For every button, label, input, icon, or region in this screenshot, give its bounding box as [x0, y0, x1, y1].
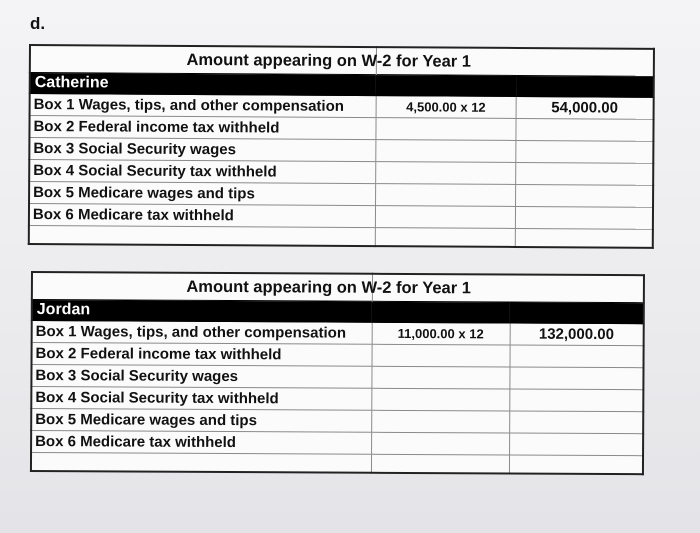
w2-table-title-text: Amount appearing on W-2 for Year 1: [186, 50, 472, 71]
amount-input[interactable]: 54,000.00: [516, 96, 654, 119]
blank-cell[interactable]: [509, 455, 643, 474]
table-row: [31, 431, 643, 456]
part-label: d.: [30, 14, 46, 33]
w2-table-title: [186, 274, 644, 303]
amount-input[interactable]: [509, 367, 643, 390]
box-label: Box 3 Social Security wages: [31, 365, 371, 389]
box-label: Box 6 Medicare tax withheld: [31, 431, 371, 455]
blank-cell[interactable]: [371, 454, 509, 473]
calculation-input[interactable]: [376, 118, 517, 141]
w2-table-title-text: Amount appearing on W-2 for Year 1: [186, 277, 471, 297]
amount-input[interactable]: [510, 345, 644, 368]
calculation-input[interactable]: [375, 184, 516, 207]
blank-cell[interactable]: [515, 228, 653, 247]
calculation-input[interactable]: [371, 410, 509, 433]
amount-input[interactable]: [509, 433, 643, 456]
amount-input[interactable]: [515, 206, 653, 229]
w2-table-jordan: [30, 271, 645, 475]
amount-input[interactable]: 132,000.00: [510, 323, 644, 346]
w2-table-title: [186, 47, 654, 76]
calculation-input[interactable]: [375, 206, 516, 229]
box-label: Box 4 Social Security tax withheld: [29, 160, 375, 184]
table-row: [32, 321, 644, 346]
calculation-input[interactable]: [371, 366, 509, 389]
box-label: Box 1 Wages, tips, and other compensation: [32, 321, 372, 345]
amount-input[interactable]: [516, 184, 654, 207]
employee-name: Catherine: [30, 73, 376, 96]
table-row: [31, 387, 643, 412]
name-row-cell: [516, 75, 654, 97]
table-row: [31, 365, 643, 390]
calculation-input[interactable]: 4,500.00 x 12: [376, 96, 517, 119]
amount-input[interactable]: [516, 162, 654, 185]
blank-cell[interactable]: [375, 228, 516, 247]
calculation-input[interactable]: [375, 162, 516, 185]
name-row-cell: [372, 301, 510, 323]
w2-table-catherine: [28, 44, 655, 249]
box-label: Box 3 Social Security wages: [29, 138, 375, 162]
box-label: Box 5 Medicare wages and tips: [31, 409, 371, 433]
box-label: Box 6 Medicare tax withheld: [29, 204, 375, 228]
blank-cell: [31, 453, 371, 473]
calculation-input[interactable]: [371, 388, 509, 411]
table-row: [31, 409, 643, 434]
box-label: Box 5 Medicare wages and tips: [29, 182, 375, 206]
box-label: Box 2 Federal income tax withheld: [29, 116, 375, 140]
amount-input[interactable]: [516, 140, 654, 163]
name-row-cell: [510, 302, 644, 324]
box-label: Box 2 Federal income tax withheld: [32, 343, 372, 367]
amount-input[interactable]: [509, 411, 643, 434]
box-label: Box 4 Social Security tax withheld: [31, 387, 371, 411]
blank-cell: [29, 226, 375, 247]
table-row: [32, 343, 644, 368]
blank-row: [29, 226, 653, 248]
calculation-input[interactable]: [372, 344, 510, 367]
amount-input[interactable]: [516, 118, 654, 141]
calculation-input[interactable]: [375, 140, 516, 163]
employee-name: Jordan: [32, 300, 372, 323]
name-row-cell: [376, 75, 517, 97]
amount-input[interactable]: [509, 389, 643, 412]
box-label: Box 1 Wages, tips, and other compensation: [30, 94, 376, 118]
calculation-input[interactable]: [371, 432, 509, 455]
blank-row: [31, 453, 643, 475]
calculation-input[interactable]: 11,000.00 x 12: [372, 322, 510, 345]
